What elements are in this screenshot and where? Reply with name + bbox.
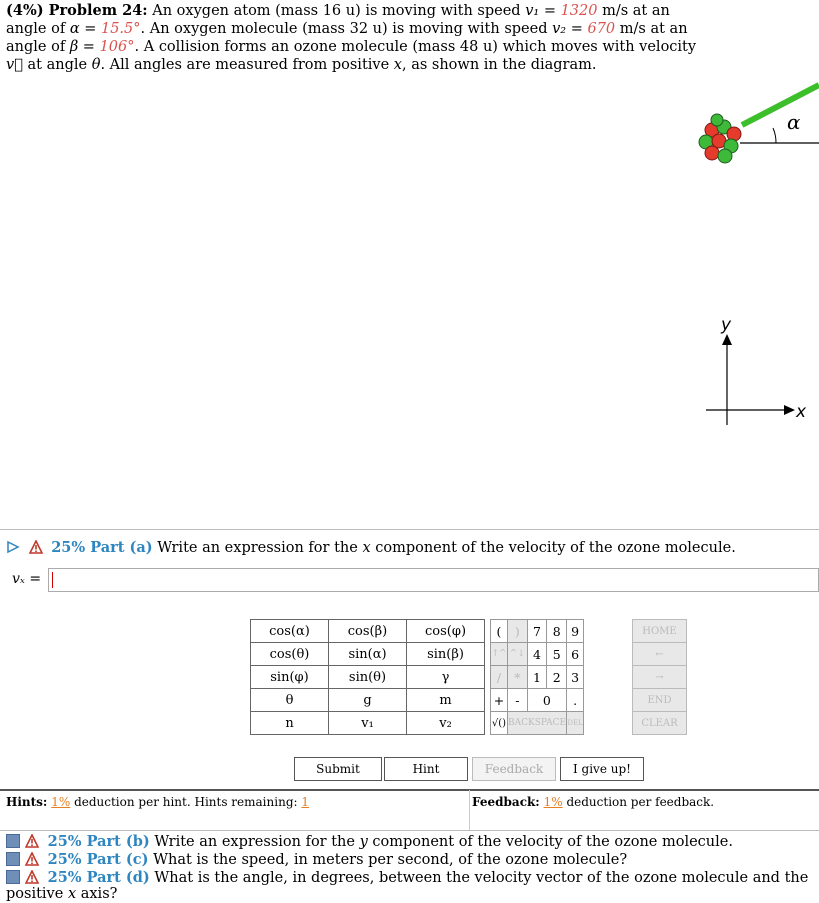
part-d-header[interactable] xyxy=(6,869,818,902)
oxygen-atom-cluster-icon xyxy=(699,114,741,163)
key-6[interactable]: 6 xyxy=(567,643,584,666)
part-c-header[interactable] xyxy=(6,851,818,868)
key-8[interactable]: 8 xyxy=(547,620,567,643)
key-close-paren[interactable]: ) xyxy=(508,620,528,643)
problem-text: . An oxygen molecule (mass 32 u) is moving with speed xyxy=(140,21,548,37)
key-n[interactable]: n xyxy=(251,712,329,735)
problem-statement xyxy=(6,2,706,74)
feedback-label: Feedback: xyxy=(472,795,540,809)
collapsed-part-icon xyxy=(6,852,20,866)
v1-symbol: v₁ = xyxy=(525,3,556,19)
key-9[interactable]: 9 xyxy=(567,620,584,643)
key-multiply[interactable]: * xyxy=(508,666,528,689)
variable-keypad xyxy=(250,619,485,735)
key-sin-alpha[interactable]: sin(α) xyxy=(329,643,407,666)
key-4[interactable]: 4 xyxy=(527,643,547,666)
hints-label: Hints: xyxy=(6,795,48,809)
key-2[interactable]: 2 xyxy=(547,666,567,689)
part-a-text2: component of the velocity of the ozone molecule. xyxy=(375,540,736,556)
part-d-percent: 25% Part (d) xyxy=(47,869,150,886)
hints-info xyxy=(6,795,309,809)
part-c-percent: 25% Part (c) xyxy=(47,851,149,868)
key-3[interactable]: 3 xyxy=(567,666,584,689)
number-keypad xyxy=(490,619,584,735)
v2-value: 670 xyxy=(587,21,616,37)
problem-diagram xyxy=(0,80,819,530)
part-b-percent: 25% Part (b) xyxy=(47,833,150,850)
v1-value: 1320 xyxy=(560,3,598,19)
nav-keypad xyxy=(632,619,687,735)
problem-text: m/s at an angle of xyxy=(6,21,688,55)
alpha-path-line xyxy=(742,85,819,125)
key-v2[interactable]: v₂ xyxy=(407,712,485,735)
key-power-down[interactable]: ^↓ xyxy=(508,643,528,666)
key-m[interactable]: m xyxy=(407,689,485,712)
key-left-arrow[interactable]: ← xyxy=(633,643,687,666)
divider xyxy=(0,830,819,831)
collapsed-part-icon xyxy=(6,834,20,848)
part-d-text2: axis? xyxy=(80,886,118,902)
feedback-text: deduction per feedback. xyxy=(566,795,715,809)
play-icon xyxy=(6,540,20,554)
key-del[interactable]: DEL xyxy=(567,712,584,735)
part-a-header[interactable] xyxy=(6,539,806,556)
submit-button[interactable]: Submit xyxy=(294,757,382,781)
key-end[interactable]: END xyxy=(633,689,687,712)
warning-icon xyxy=(29,540,43,554)
v-vector-symbol: v⃗ xyxy=(6,57,23,73)
key-divide[interactable]: / xyxy=(491,666,508,689)
key-5[interactable]: 5 xyxy=(547,643,567,666)
part-d-symbol: x xyxy=(67,886,77,902)
problem-text: , as shown in the diagram. xyxy=(401,57,597,73)
key-gamma[interactable]: γ xyxy=(407,666,485,689)
answer-label: vₓ = xyxy=(12,571,42,587)
key-sin-phi[interactable]: sin(φ) xyxy=(251,666,329,689)
key-cos-beta[interactable]: cos(β) xyxy=(329,620,407,643)
problem-text: . A collision forms an ozone molecule (mass 48 u) which moves with velocity xyxy=(134,39,697,55)
key-v1[interactable]: v₁ xyxy=(329,712,407,735)
key-minus[interactable]: - xyxy=(508,689,528,712)
y-axis-label: y xyxy=(721,315,732,335)
hints-percent: 1% xyxy=(51,795,71,809)
hint-button[interactable]: Hint xyxy=(384,757,468,781)
key-0[interactable]: 0 xyxy=(527,689,566,712)
part-b-text2: component of the velocity of the ozone molecule. xyxy=(372,834,733,850)
feedback-info xyxy=(472,795,714,809)
theta-symbol: θ xyxy=(91,57,101,73)
warning-icon xyxy=(25,852,39,866)
feedback-percent: 1% xyxy=(543,795,563,809)
part-b-symbol: y xyxy=(359,834,368,850)
part-a-text: Write an expression for the xyxy=(157,540,358,556)
warning-icon xyxy=(25,834,39,848)
text-caret xyxy=(52,572,53,588)
key-cos-phi[interactable]: cos(φ) xyxy=(407,620,485,643)
problem-text: . All angles are measured from positive xyxy=(100,57,390,73)
x-axis-label: x xyxy=(796,402,807,422)
part-a-percent: 25% Part (a) xyxy=(51,539,153,556)
part-b-header[interactable] xyxy=(6,833,818,850)
part-c-text: What is the speed, in meters per second, of the ozone molecule? xyxy=(153,852,628,868)
alpha-arc xyxy=(773,128,776,143)
alpha-symbol: α = xyxy=(69,21,97,37)
problem-text: at angle xyxy=(27,57,88,73)
key-1[interactable]: 1 xyxy=(527,666,547,689)
part-a-symbol: x xyxy=(362,540,371,556)
v2-symbol: v₂ = xyxy=(552,21,583,37)
divider xyxy=(0,789,819,791)
key-clear[interactable]: CLEAR xyxy=(633,712,687,735)
alpha-value: 15.5° xyxy=(100,21,141,37)
answer-row xyxy=(0,566,819,594)
collapsed-part-icon xyxy=(6,870,20,884)
key-power-up[interactable]: ↑^ xyxy=(491,643,508,666)
problem-text: An oxygen atom (mass 16 u) is moving with speed xyxy=(152,3,521,19)
key-sqrt[interactable]: √() xyxy=(491,712,508,735)
hints-remaining: 1 xyxy=(301,795,310,809)
key-plus[interactable]: + xyxy=(491,689,508,712)
part-b-text: Write an expression for the xyxy=(154,834,355,850)
key-theta[interactable]: θ xyxy=(251,689,329,712)
problem-label: (4%) Problem 24: xyxy=(6,2,148,19)
key-sin-beta[interactable]: sin(β) xyxy=(407,643,485,666)
alpha-label: α xyxy=(787,110,801,134)
axes-icon xyxy=(706,334,795,425)
warning-icon xyxy=(25,870,39,884)
key-g[interactable]: g xyxy=(329,689,407,712)
key-backspace[interactable]: BACKSPACE xyxy=(508,712,567,735)
key-cos-alpha[interactable]: cos(α) xyxy=(251,620,329,643)
key-open-paren[interactable]: ( xyxy=(491,620,508,643)
key-7[interactable]: 7 xyxy=(527,620,547,643)
beta-value: 106° xyxy=(99,39,135,55)
divider xyxy=(469,790,470,830)
key-home[interactable]: HOME xyxy=(633,620,687,643)
answer-input[interactable] xyxy=(48,568,819,592)
problem-text: m/s at an angle of xyxy=(6,3,670,37)
x-symbol: x xyxy=(393,57,402,73)
beta-symbol: β = xyxy=(69,39,95,55)
key-decimal[interactable]: . xyxy=(567,689,584,712)
divider xyxy=(0,529,819,530)
key-sin-theta[interactable]: sin(θ) xyxy=(329,666,407,689)
key-right-arrow[interactable]: → xyxy=(633,666,687,689)
key-cos-theta[interactable]: cos(θ) xyxy=(251,643,329,666)
feedback-button[interactable]: Feedback xyxy=(472,757,556,781)
give-up-button[interactable]: I give up! xyxy=(560,757,644,781)
part-d-text: What is the angle, in degrees, between the velocity vector of the ozone molecule and the positive xyxy=(6,870,809,902)
hints-text: deduction per hint. Hints remaining: xyxy=(74,795,298,809)
